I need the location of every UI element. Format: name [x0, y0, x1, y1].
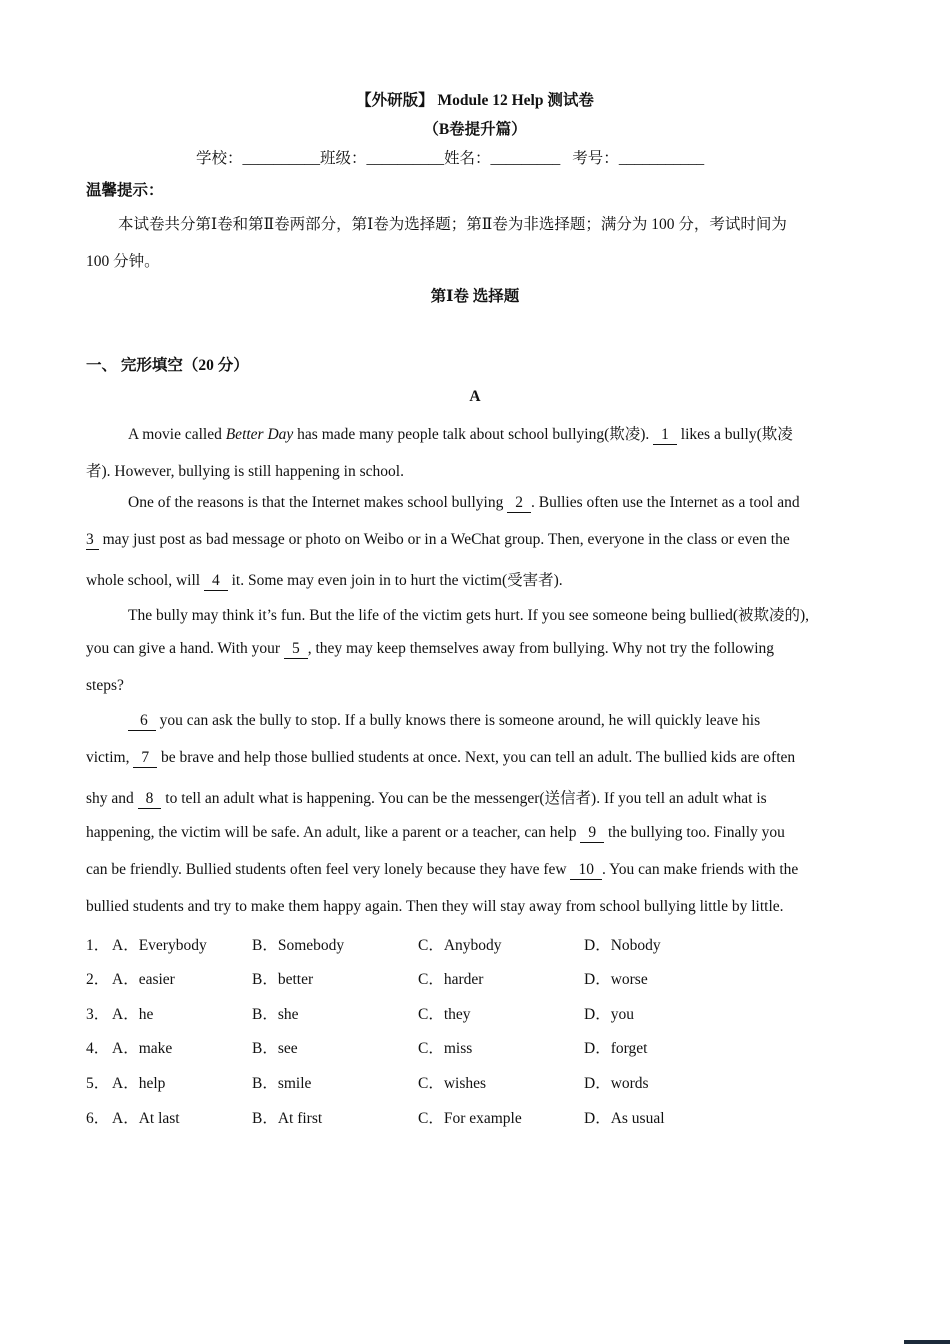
question-row: [86, 1071, 786, 1091]
class-label: 班级：: [320, 150, 367, 167]
question-number: 5．: [86, 1075, 110, 1092]
option-a: A．help: [112, 1075, 166, 1092]
passage-line-7: you can give a hand. With your 5 , they may keep themselves away from bullying. Why not try the following: [86, 640, 775, 657]
option-d: D．words: [584, 1075, 649, 1092]
passage-line-8: steps?: [86, 677, 124, 694]
question-row: [86, 933, 786, 953]
school-blank: __________: [242, 150, 321, 167]
option-a: A．make: [112, 1040, 173, 1057]
blank-4: 4: [204, 572, 228, 591]
blank-3: 3: [86, 531, 99, 550]
passage-line-2: 者). However, bullying is still happening in school.: [86, 463, 404, 480]
question-row: [86, 967, 786, 987]
tips-label: 温馨提示：: [86, 182, 164, 199]
option-d: D．forget: [584, 1040, 648, 1057]
name-blank: _________: [490, 150, 561, 167]
question-number: 1．: [86, 937, 110, 954]
passage-label: A: [469, 388, 481, 405]
option-b: B．better: [252, 971, 314, 988]
blank-2: 2: [507, 494, 531, 513]
exam-subtitle: （B卷提升篇）: [423, 121, 527, 138]
question-number: 3．: [86, 1006, 110, 1023]
question-number: 2．: [86, 971, 110, 988]
blank-8: 8: [138, 790, 162, 809]
blank-1: 1: [653, 426, 677, 445]
tips-line-2: 100 分钟。: [86, 253, 160, 270]
option-c: C．harder: [418, 971, 484, 988]
option-d: D．you: [584, 1006, 634, 1023]
option-c: C．miss: [418, 1040, 473, 1057]
passage-line-14: bullied students and try to make them happy again. Then they will stay away from school bullying little by little.: [86, 898, 784, 915]
question-row: [86, 1106, 786, 1126]
question-row: [86, 1002, 786, 1022]
option-a: A．easier: [112, 971, 175, 988]
blank-7: 7: [133, 749, 157, 768]
corner-mark: [904, 1340, 950, 1344]
passage-line-6: The bully may think it’s fun. But the life of the victim gets hurt. If you see someone being bullied(被欺凌的),: [128, 607, 810, 624]
option-c: C．Anybody: [418, 937, 502, 954]
passage-line-3: One of the reasons is that the Internet makes school bullying 2 . Bullies often use the Internet as a tool and: [128, 494, 800, 511]
option-a: A．At last: [112, 1110, 180, 1127]
passage-line-12: happening, the victim will be safe. An adult, like a parent or a teacher, can help 9 the bullying too. Finally you: [86, 824, 785, 841]
question-number: 4．: [86, 1040, 110, 1057]
option-b: B．she: [252, 1006, 299, 1023]
exam-title: 【外研版】 Module 12 Help 测试卷: [356, 92, 594, 109]
option-c: C．wishes: [418, 1075, 487, 1092]
option-b: B．smile: [252, 1075, 312, 1092]
tips-line-1: 本试卷共分第Ⅰ卷和第Ⅱ卷两部分，第Ⅰ卷为选择题；第Ⅱ卷为非选择题；满分为 100 分，考试时间为: [118, 216, 787, 233]
passage-line-4: 3 may just post as bad message or photo on Weibo or in a WeChat group. Then, everyone in the class or even the: [86, 531, 790, 548]
option-a: A．Everybody: [112, 937, 207, 954]
part1-title: 第Ⅰ卷 选择题: [430, 288, 520, 305]
option-b: B．At first: [252, 1110, 323, 1127]
school-label: 学校：: [196, 150, 243, 167]
blank-10: 10: [570, 861, 602, 880]
movie-title: Better Day: [225, 426, 294, 443]
class-blank: __________: [366, 150, 445, 167]
passage-line-9: 6 you can ask the bully to stop. If a bully knows there is someone around, he will quickly leave his: [128, 712, 760, 731]
option-c: C．For example: [418, 1110, 522, 1127]
option-b: B．Somebody: [252, 937, 345, 954]
number-blank: ___________: [618, 150, 705, 167]
option-b: B．see: [252, 1040, 298, 1057]
option-c: C．they: [418, 1006, 471, 1023]
blank-5: 5: [284, 640, 308, 659]
passage-line-11: shy and 8 to tell an adult what is happening. You can be the messenger(送信者). If you tell an adult what is: [86, 790, 767, 807]
blank-6: 6: [128, 712, 156, 731]
blank-9: 9: [580, 824, 604, 843]
question-row: [86, 1036, 786, 1056]
passage-line-1: A movie called Better Day has made many people talk about school bullying(欺凌). 1 likes a bully(欺凌: [128, 426, 793, 443]
passage-line-10: victim, 7 be brave and help those bullied students at once. Next, you can tell an adult. The bullied kids are often: [86, 749, 796, 766]
option-d: D．worse: [584, 971, 648, 988]
option-d: D．Nobody: [584, 937, 661, 954]
question-number: 6．: [86, 1110, 110, 1127]
name-label: 姓名：: [444, 150, 491, 167]
number-label: 考号：: [572, 150, 619, 167]
option-a: A．he: [112, 1006, 154, 1023]
option-d: D．As usual: [584, 1110, 665, 1127]
section1-title: 一、 完形填空（20 分）: [86, 357, 249, 374]
info-fields: [196, 146, 704, 168]
passage-line-5: whole school, will 4 it. Some may even join in to hurt the victim(受害者).: [86, 572, 563, 589]
passage-line-13: can be friendly. Bullied students often feel very lonely because they have few 10 . You can make friends with the: [86, 861, 799, 878]
